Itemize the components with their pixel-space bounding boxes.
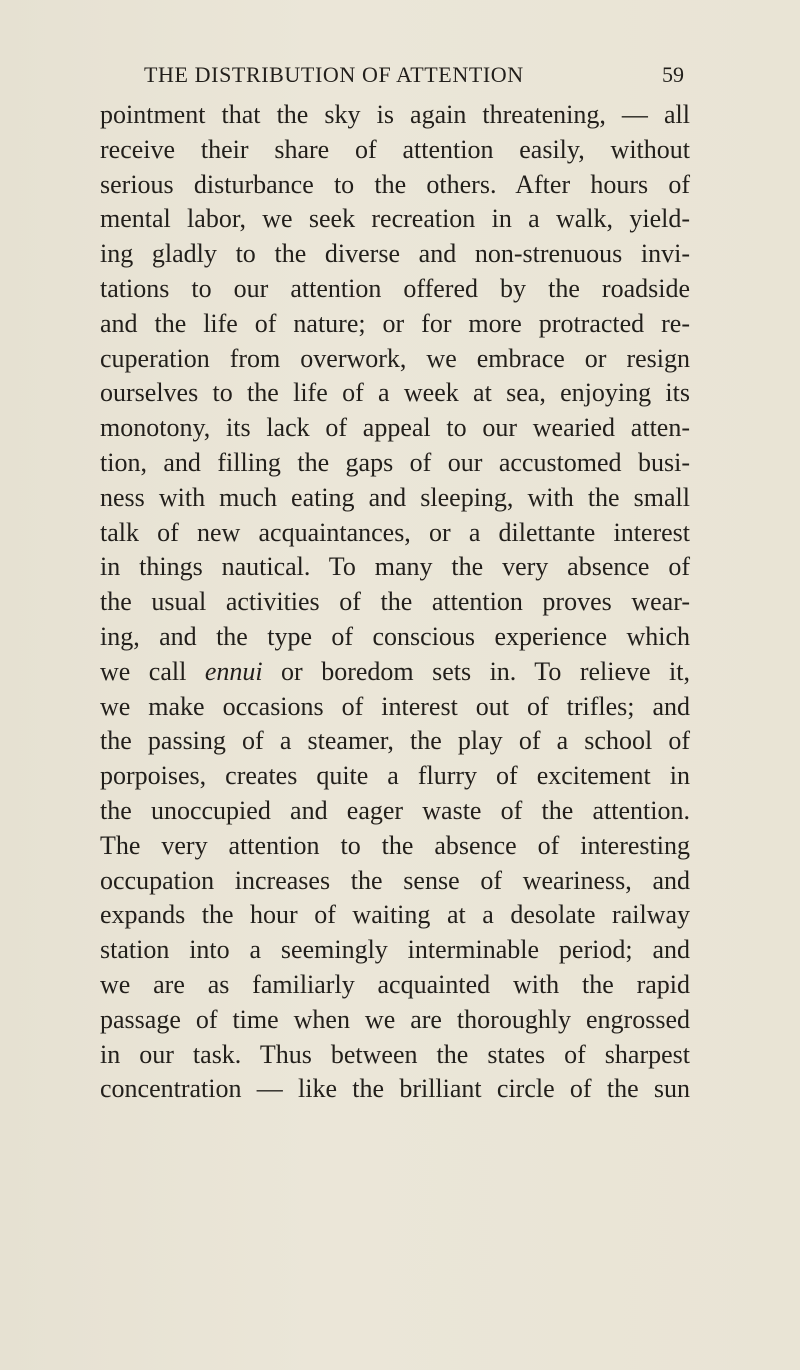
text-line-ennui	[100, 655, 690, 690]
text-line: the unoccupied and eager waste of the attention.	[100, 795, 690, 825]
text-line-suffix: or boredom sets in. To relieve it,	[262, 656, 691, 686]
text-line: station into a seemingly interminable period; and	[100, 935, 690, 965]
text-line: ing gladly to the diverse and non-strenuous invi-	[100, 239, 690, 269]
italic-word-ennui: ennui	[204, 656, 263, 686]
text-line: talk of new acquaintances, or a dilettante interest	[100, 517, 690, 547]
text-line: cuperation from overwork, we embrace or resign	[100, 343, 690, 373]
text-line: serious disturbance to the others. After hours of	[100, 169, 690, 199]
text-line: expands the hour of waiting at a desolate railway	[100, 900, 690, 930]
text-line: we are as familiarly acquainted with the rapid	[100, 969, 690, 999]
page-number: 59	[662, 62, 684, 87]
text-line: monotony, its lack of appeal to our wearied atten-	[100, 413, 690, 443]
text-line: pointment that the sky is again threatening, — all	[100, 100, 690, 129]
body-text	[100, 98, 690, 1107]
text-line: in our task. Thus between the states of sharpest	[100, 1039, 690, 1069]
text-line: ness with much eating and sleeping, with the small	[100, 482, 690, 512]
text-line: the passing of a steamer, the play of a school of	[100, 726, 690, 756]
text-line: concentration — like the brilliant circle of the sun	[100, 1074, 690, 1104]
text-line: occupation increases the sense of weariness, and	[100, 865, 690, 895]
text-line: mental labor, we seek recreation in a walk, yield-	[100, 204, 690, 234]
text-line: the usual activities of the attention proves wear-	[100, 587, 690, 617]
text-line-prefix: we call	[100, 656, 205, 686]
text-line: we make occasions of interest out of trifles; and	[100, 691, 690, 721]
text-line: tations to our attention offered by the roadside	[100, 273, 690, 303]
text-line: porpoises, creates quite a flurry of excitement in	[100, 761, 690, 791]
text-line: tion, and filling the gaps of our accustomed busi-	[100, 447, 690, 477]
text-line: ourselves to the life of a week at sea, enjoying its	[100, 378, 690, 408]
running-head: THE DISTRIBUTION OF ATTENTION	[144, 62, 524, 87]
text-line: ing, and the type of conscious experience which	[100, 621, 690, 651]
text-line: The very attention to the absence of interesting	[100, 830, 690, 860]
text-line: in things nautical. To many the very absence of	[100, 552, 690, 582]
text-line: and the life of nature; or for more protracted re-	[100, 308, 690, 338]
text-line: passage of time when we are thoroughly engrossed	[100, 1004, 690, 1034]
text-line: receive their share of attention easily, without	[100, 134, 690, 164]
page-header	[144, 62, 684, 90]
